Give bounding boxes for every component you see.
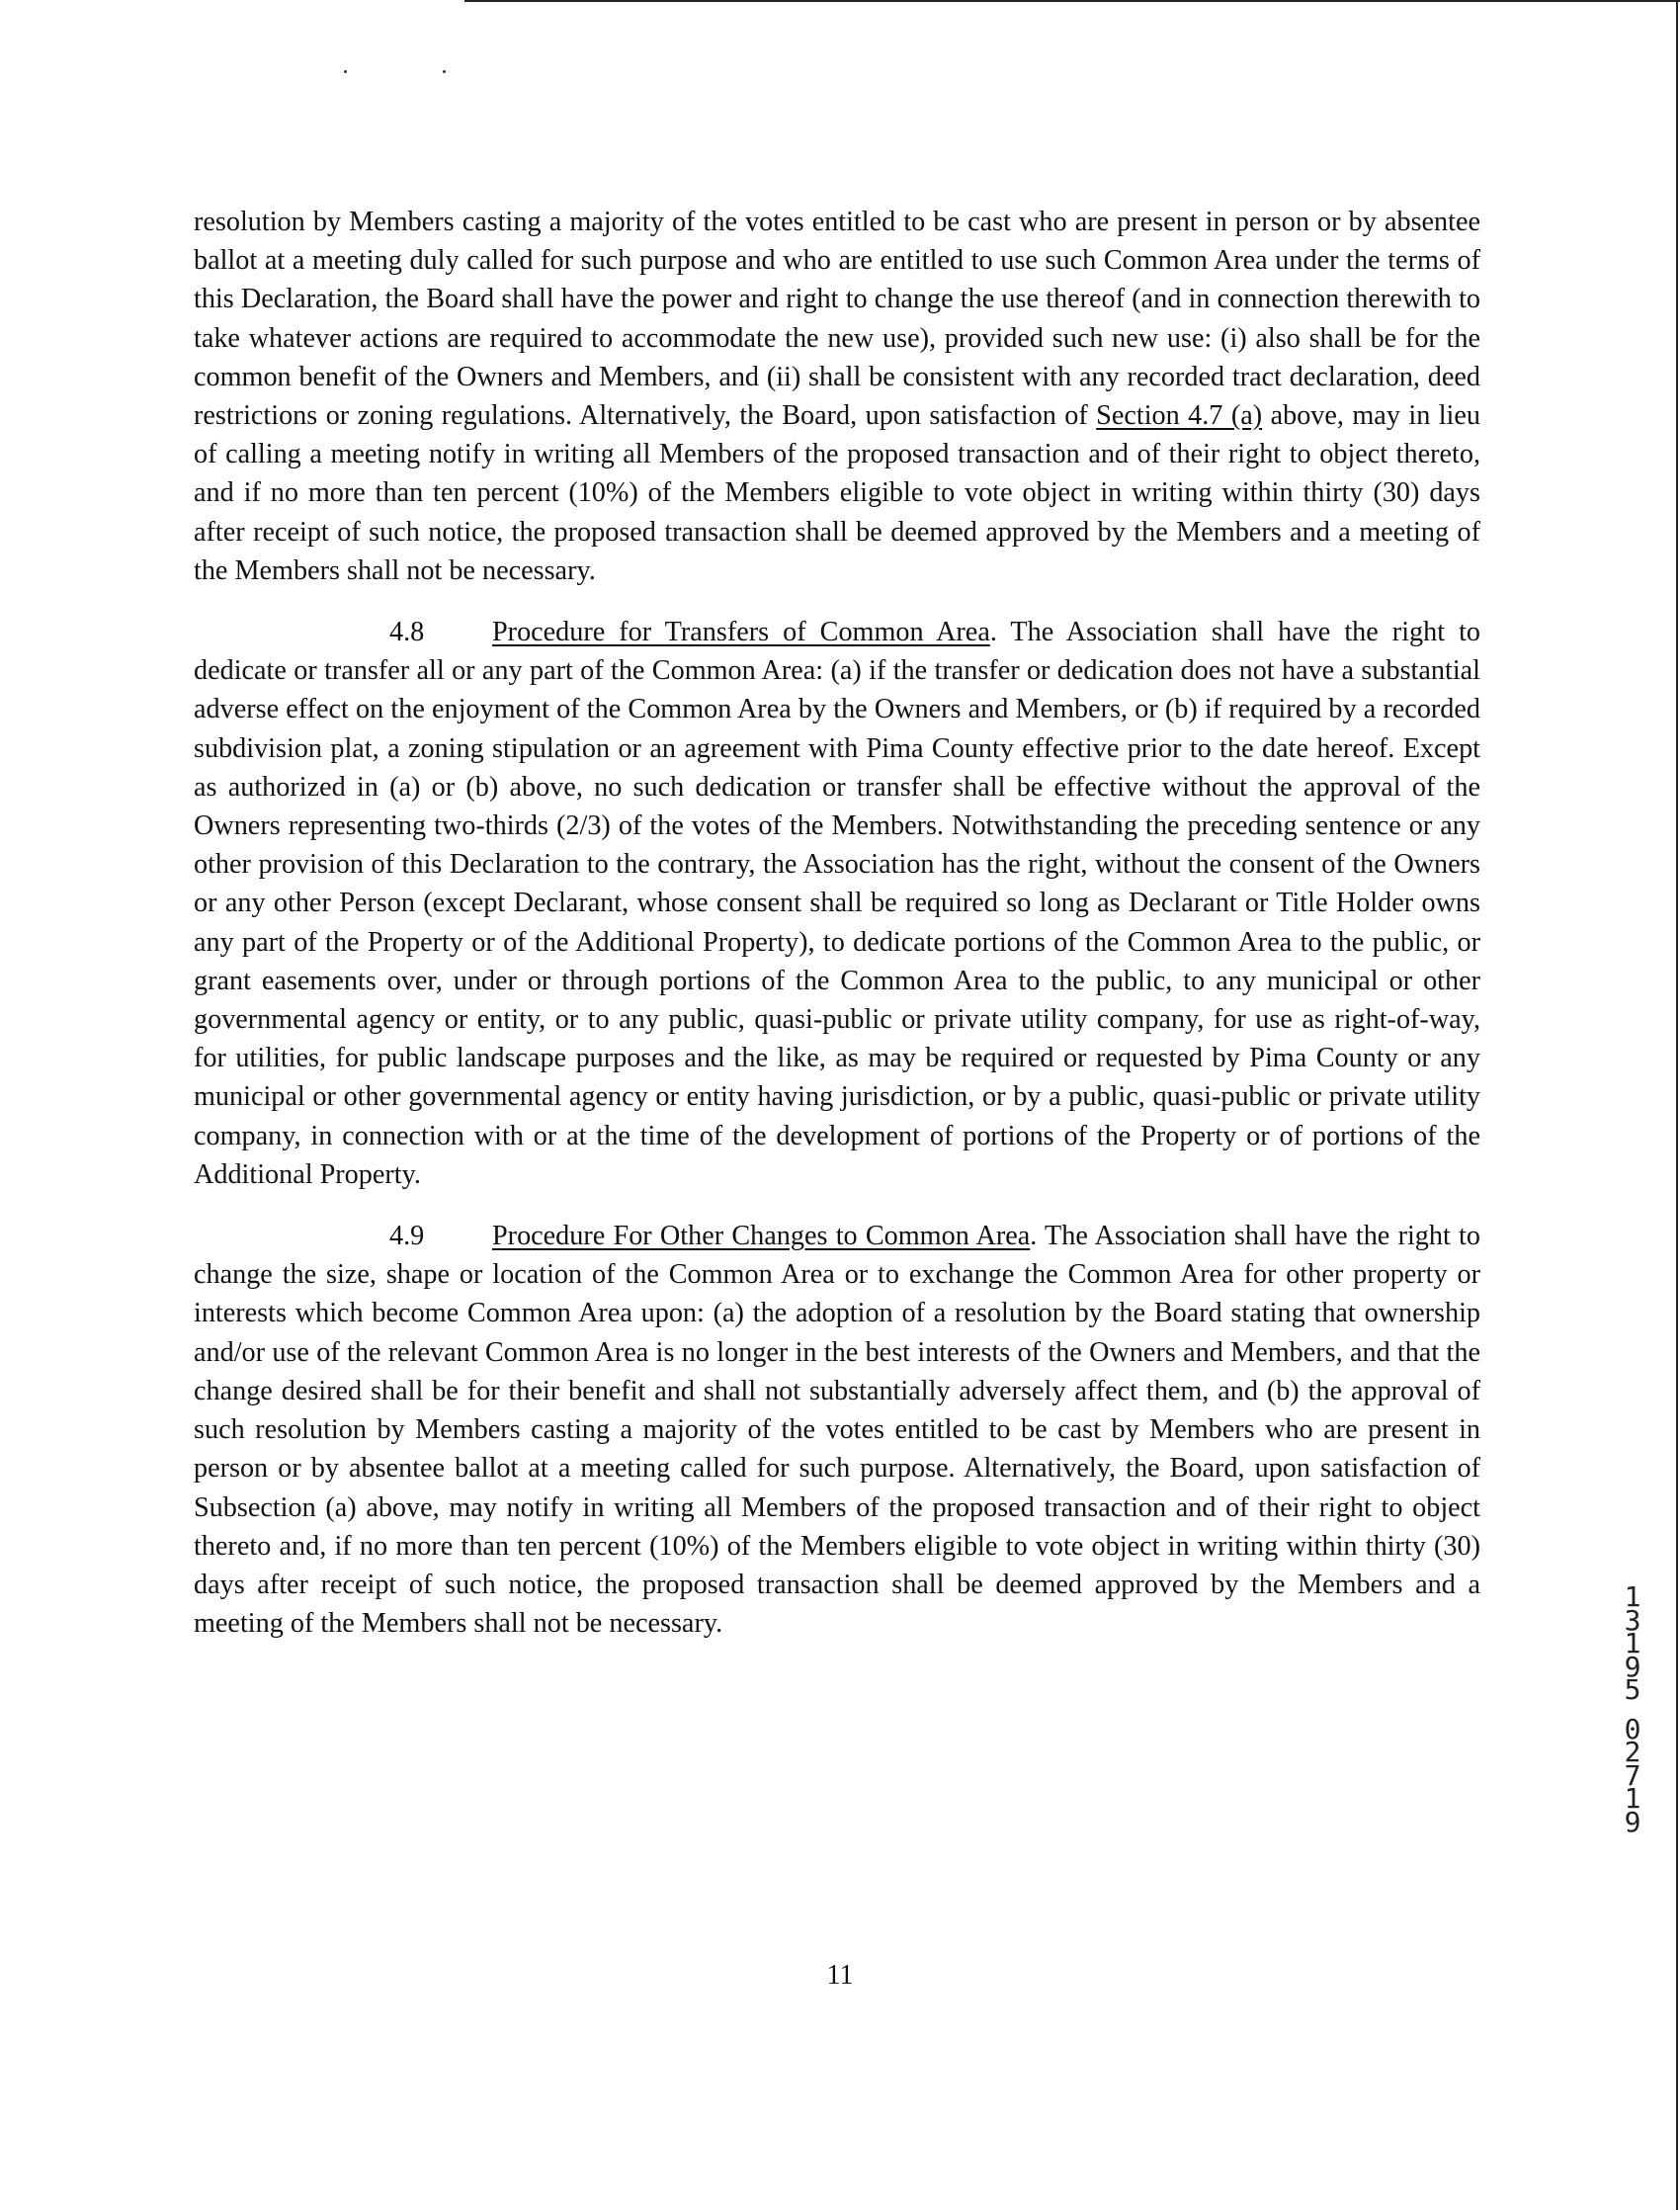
stamp-digit: 1 xyxy=(1624,1782,1641,1815)
section-number: 4.8 xyxy=(389,617,425,648)
scan-edge-top xyxy=(464,0,1680,2)
scan-speck xyxy=(344,70,347,73)
stamp-digit: 2 xyxy=(1624,1736,1641,1768)
section-number: 4.9 xyxy=(389,1221,425,1252)
recording-stamp xyxy=(1615,1580,1650,1838)
section-4-9-paragraph xyxy=(194,1217,1480,1643)
document-body xyxy=(194,203,1480,1665)
section-text: . The Association shall have the right to dedicate or transfer all or any part of the Common Area: (a) if the transfer or dedication does not have a substantial adverse effect on the enjoyment of the Common Area by the Owners and Members, or (b) if required by a recorded subdivision plat, a zoning stipulation or an agreement with Pima County effective prior to the date hereof. Except as authorized in (a) or (b) above, no such dedication or transfer shall be effective without the approval of the Owners representing two-thirds (2/3) of the votes of the Members. Notwithstanding the preceding sentence or any other provision of this Declaration to the contrary, the Association has the right, without the consent of the Owners or any other Person (except Declarant, whose consent shall be required so long as Declarant or Title Holder owns any part of the Property or of the Additional Property), to dedicate portions of the Common Area to the public, or grant easements over, under or through portions of the Common Area to the public, to any municipal or other governmental agency or entity, or to any public, quasi-public or private utility company, for use as right-of-way, for utilities, for public landscape purposes and the like, as may be required or requested by Pima County or any municipal or other governmental agency or entity having jurisdiction, or by a public, quasi-public or private utility company, in connection with or at the time of the development of portions of the Property or of portions of the Additional Property. xyxy=(194,617,1480,1190)
stamp-digit: 1 xyxy=(1624,1627,1641,1659)
section-title: Procedure for Transfers of Common Area xyxy=(492,617,990,648)
section-title: Procedure For Other Changes to Common Area xyxy=(492,1221,1031,1252)
stamp-digit: 0 xyxy=(1624,1712,1641,1745)
stamp-digit: 5 xyxy=(1624,1673,1641,1706)
page-number: 11 xyxy=(826,1960,854,1991)
stamp-digit: 7 xyxy=(1624,1758,1641,1792)
section-reference: Section 4.7 (a) xyxy=(1096,400,1263,432)
stamp-digit: 3 xyxy=(1624,1603,1641,1637)
stamp-digit: 1 xyxy=(1624,1580,1641,1613)
stamp-digit: 9 xyxy=(1624,1650,1641,1683)
section-text: . The Association shall have the right to change the size, shape or location of the Common Area or to exchange the Common Area for other property or interests which become Common Area upon: (a) the adoption of a resolution by the Board stating that ownership and/or use of the relevant Common Area is no longer in the best interests of the Owners and Members, and that the change desired shall be for their benefit and shall not substantially adversely affect them, and (b) the approval of such resolution by Members casting a majority of the votes entitled to be cast by Members who are present in person or by absentee ballot at a meeting called for such purpose. Alternatively, the Board, upon satisfaction of Subsection (a) above, may notify in writing all Members of the proposed transaction and of their right to object thereto and, if no more than ten percent (10%) of the Members eligible to vote object in writing within thirty (30) days after receipt of such notice, the proposed transaction shall be deemed approved by the Members and a meeting of the Members shall not be necessary. xyxy=(194,1221,1480,1640)
stamp-digit: 9 xyxy=(1624,1805,1641,1838)
scan-speck xyxy=(443,70,446,73)
continuation-paragraph: resolution by Members casting a majority of the votes entitled to be cast who are present in person or by absentee ballot at a meeting duly called for such purpose and who are entitled to use such Common Area under the terms of this Declaration, the Board shall have the power and right to change the use thereof (and in connection therewith to take whatever actions are required to accommodate the new use), provided such new use: (i) also shall be for the common benefit of the Owners and Members, and (ii) shall be consistent with any recorded tract declaration, deed restrictions or zoning regulations. Alternatively, the Board, upon satisfaction of Section 4.7 (a) above, may in lieu of calling a meeting notify in writing all Members of the proposed transaction and of their right to object thereto, and if no more than ten percent (10%) of the Members eligible to vote object in writing within thirty (30) days after receipt of such notice, the proposed transaction shall be deemed approved by the Members and a meeting of the Members shall not be necessary. xyxy=(194,207,1480,586)
scan-edge-right xyxy=(1676,0,1678,2210)
section-4-8-paragraph xyxy=(194,613,1480,1194)
